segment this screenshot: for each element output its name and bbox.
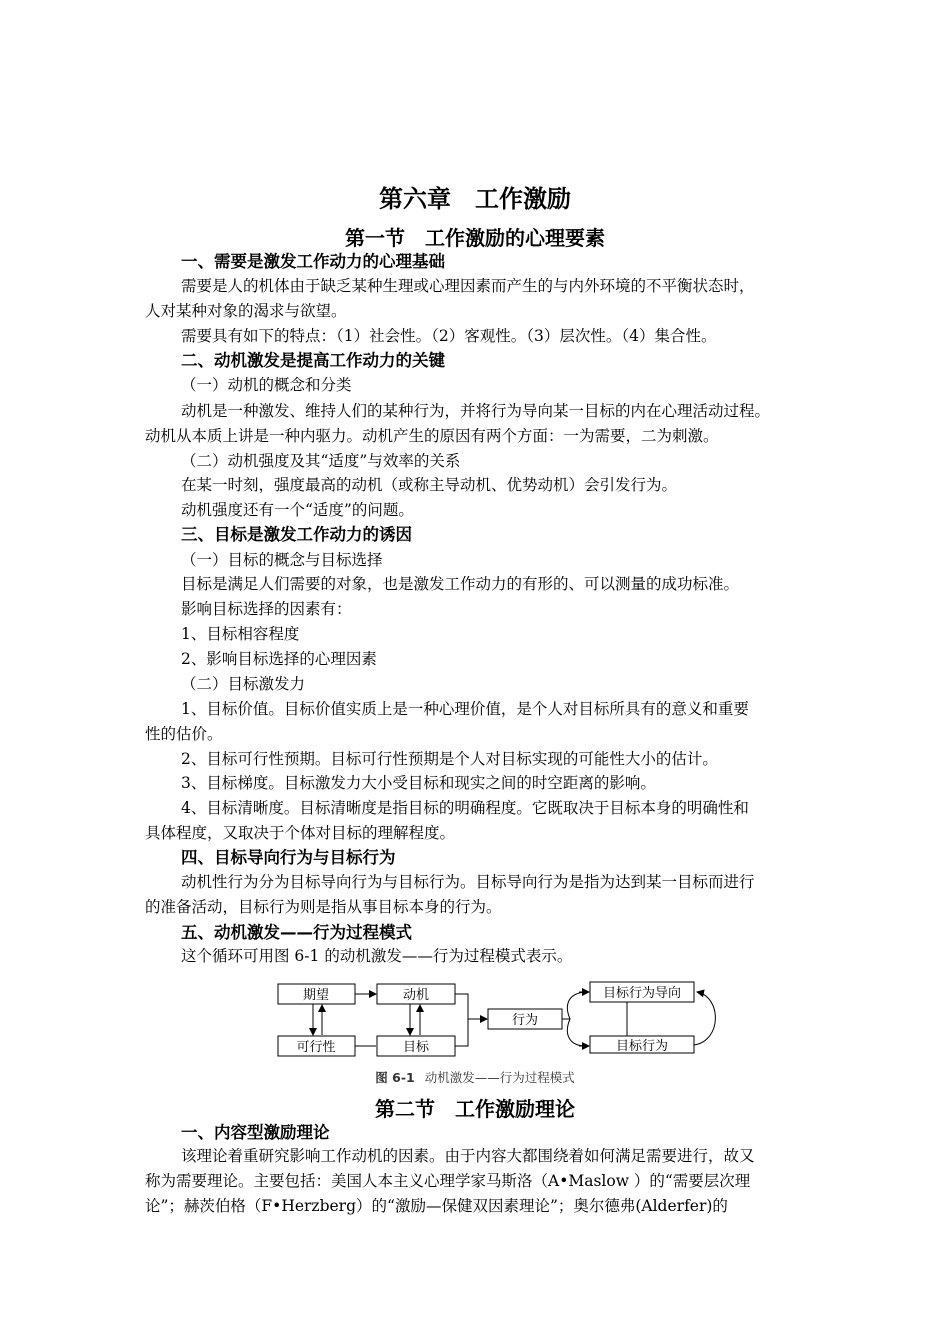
heading-4: 四、目标导向行为与目标行为 xyxy=(181,848,396,867)
paragraph-line: 影响目标选择的因素有： xyxy=(181,600,352,618)
heading-3: 三、目标是激发工作动力的诱因 xyxy=(181,525,412,544)
paragraph-line: 需要具有如下的特点：（1）社会性。（2）客观性。（3）层次性。（4）集合性。 xyxy=(181,327,717,345)
paragraph-line: 动机强度还有一个“适度”的问题。 xyxy=(181,501,414,519)
heading-5: 五、动机激发——行为过程模式 xyxy=(181,923,412,942)
figure-caption-text: 动机激发——行为过程模式 xyxy=(424,1070,575,1085)
paragraph-line: 这个循环可用图 6-1 的动机激发——行为过程模式表示。 xyxy=(181,947,573,965)
box-goal-behavior-label: 目标行为 xyxy=(615,1039,669,1054)
heading-2: 二、动机激发是提高工作动力的关键 xyxy=(181,351,445,370)
subheading: （一）目标的概念与目标选择 xyxy=(181,551,383,569)
list-item: 1、目标相容程度 xyxy=(181,625,300,643)
paragraph-line: 该理论着重研究影响工作动机的因素。由于内容大都围绕着如何满足需要进行，故又 xyxy=(181,1147,755,1165)
cycle-arrow xyxy=(694,992,715,1045)
box-motive-label: 动机 xyxy=(402,988,430,1003)
section-title: 第二节 工作激励理论 xyxy=(375,1097,575,1121)
paragraph-line: 动机性行为分为目标导向行为与目标行为。目标导向行为是指为达到某一目标而进行 xyxy=(181,873,755,891)
paragraph-line: 2、目标可行性预期。目标可行性预期是个人对目标实现的可能性大小的估计。 xyxy=(181,750,718,768)
paragraph-line: 人对某种对象的渴求与欲望。 xyxy=(145,302,347,320)
paragraph-line: 目标是满足人们需要的对象，也是激发工作动力的有形的、可以测量的成功标准。 xyxy=(181,575,740,593)
paragraph-line: 1、目标价值。目标价值实质上是一种心理价值，是个人对目标所具有的意义和重要 xyxy=(181,700,749,718)
paragraph-line: 论”；赫茨伯格（F•Herzberg）的“激励—保健双因素理论”；奥尔德弗(Alderfer)的 xyxy=(145,1197,728,1215)
section-title: 第一节 工作激励的心理要素 xyxy=(345,226,605,250)
box-feasible-label: 可行性 xyxy=(296,1040,336,1055)
paragraph-line: 3、目标梯度。目标激发力大小受目标和现实之间的时空距离的影响。 xyxy=(181,774,656,792)
box-behavior-label: 行为 xyxy=(511,1013,539,1028)
box-goal-directed-label: 目标行为导向 xyxy=(602,986,682,1001)
subheading: （二）动机强度及其“适度”与效率的关系 xyxy=(181,452,461,470)
paragraph-line: 动机从本质上讲是一种内驱力。动机产生的原因有两个方面：一为需要，二为刺激。 xyxy=(145,427,719,445)
heading-1: 一、需要是激发工作动力的心理基础 xyxy=(181,252,445,271)
paragraph-line: 需要是人的机体由于缺乏某种生理或心理因素而产生的与内外环境的不平衡状态时， xyxy=(181,277,755,295)
paragraph-line: 具体程度，又取决于个体对目标的理解程度。 xyxy=(145,824,456,842)
paragraph-line: 4、目标清晰度。目标清晰度是指目标的明确程度。它既取决于目标本身的明确性和 xyxy=(181,799,749,817)
bracket-behavior-goals xyxy=(567,992,586,1046)
paragraph-line: 称为需要理论。主要包括：美国人本主义心理学家马斯洛（A•Maslow ）的“需要层次理 xyxy=(145,1172,751,1190)
list-item: 2、影响目标选择的心理因素 xyxy=(181,650,377,668)
paragraph-line: 动机是一种激发、维持人们的某种行为，并将行为导向某一目标的内在心理活动过程。 xyxy=(181,402,771,420)
box-goal-label: 目标 xyxy=(402,1040,430,1055)
chapter-title: 第六章 工作激励 xyxy=(379,185,571,213)
box-expect-label: 期望 xyxy=(302,988,330,1003)
heading-1: 一、内容型激励理论 xyxy=(181,1123,330,1142)
paragraph-line: 的准备活动，目标行为则是指从事目标本身的行为。 xyxy=(145,898,502,916)
motivation-process-diagram xyxy=(270,975,730,1065)
connector-motive-behavior xyxy=(455,994,468,1046)
subheading: （一）动机的概念和分类 xyxy=(181,376,352,394)
figure-caption xyxy=(0,1068,950,1086)
subheading: （二）目标激发力 xyxy=(181,675,306,693)
paragraph-line: 在某一时刻，强度最高的动机（或称主导动机、优势动机）会引发行为。 xyxy=(181,476,678,494)
paragraph-line: 性的估价。 xyxy=(145,725,223,743)
figure-number: 图 6-1 xyxy=(375,1070,415,1085)
